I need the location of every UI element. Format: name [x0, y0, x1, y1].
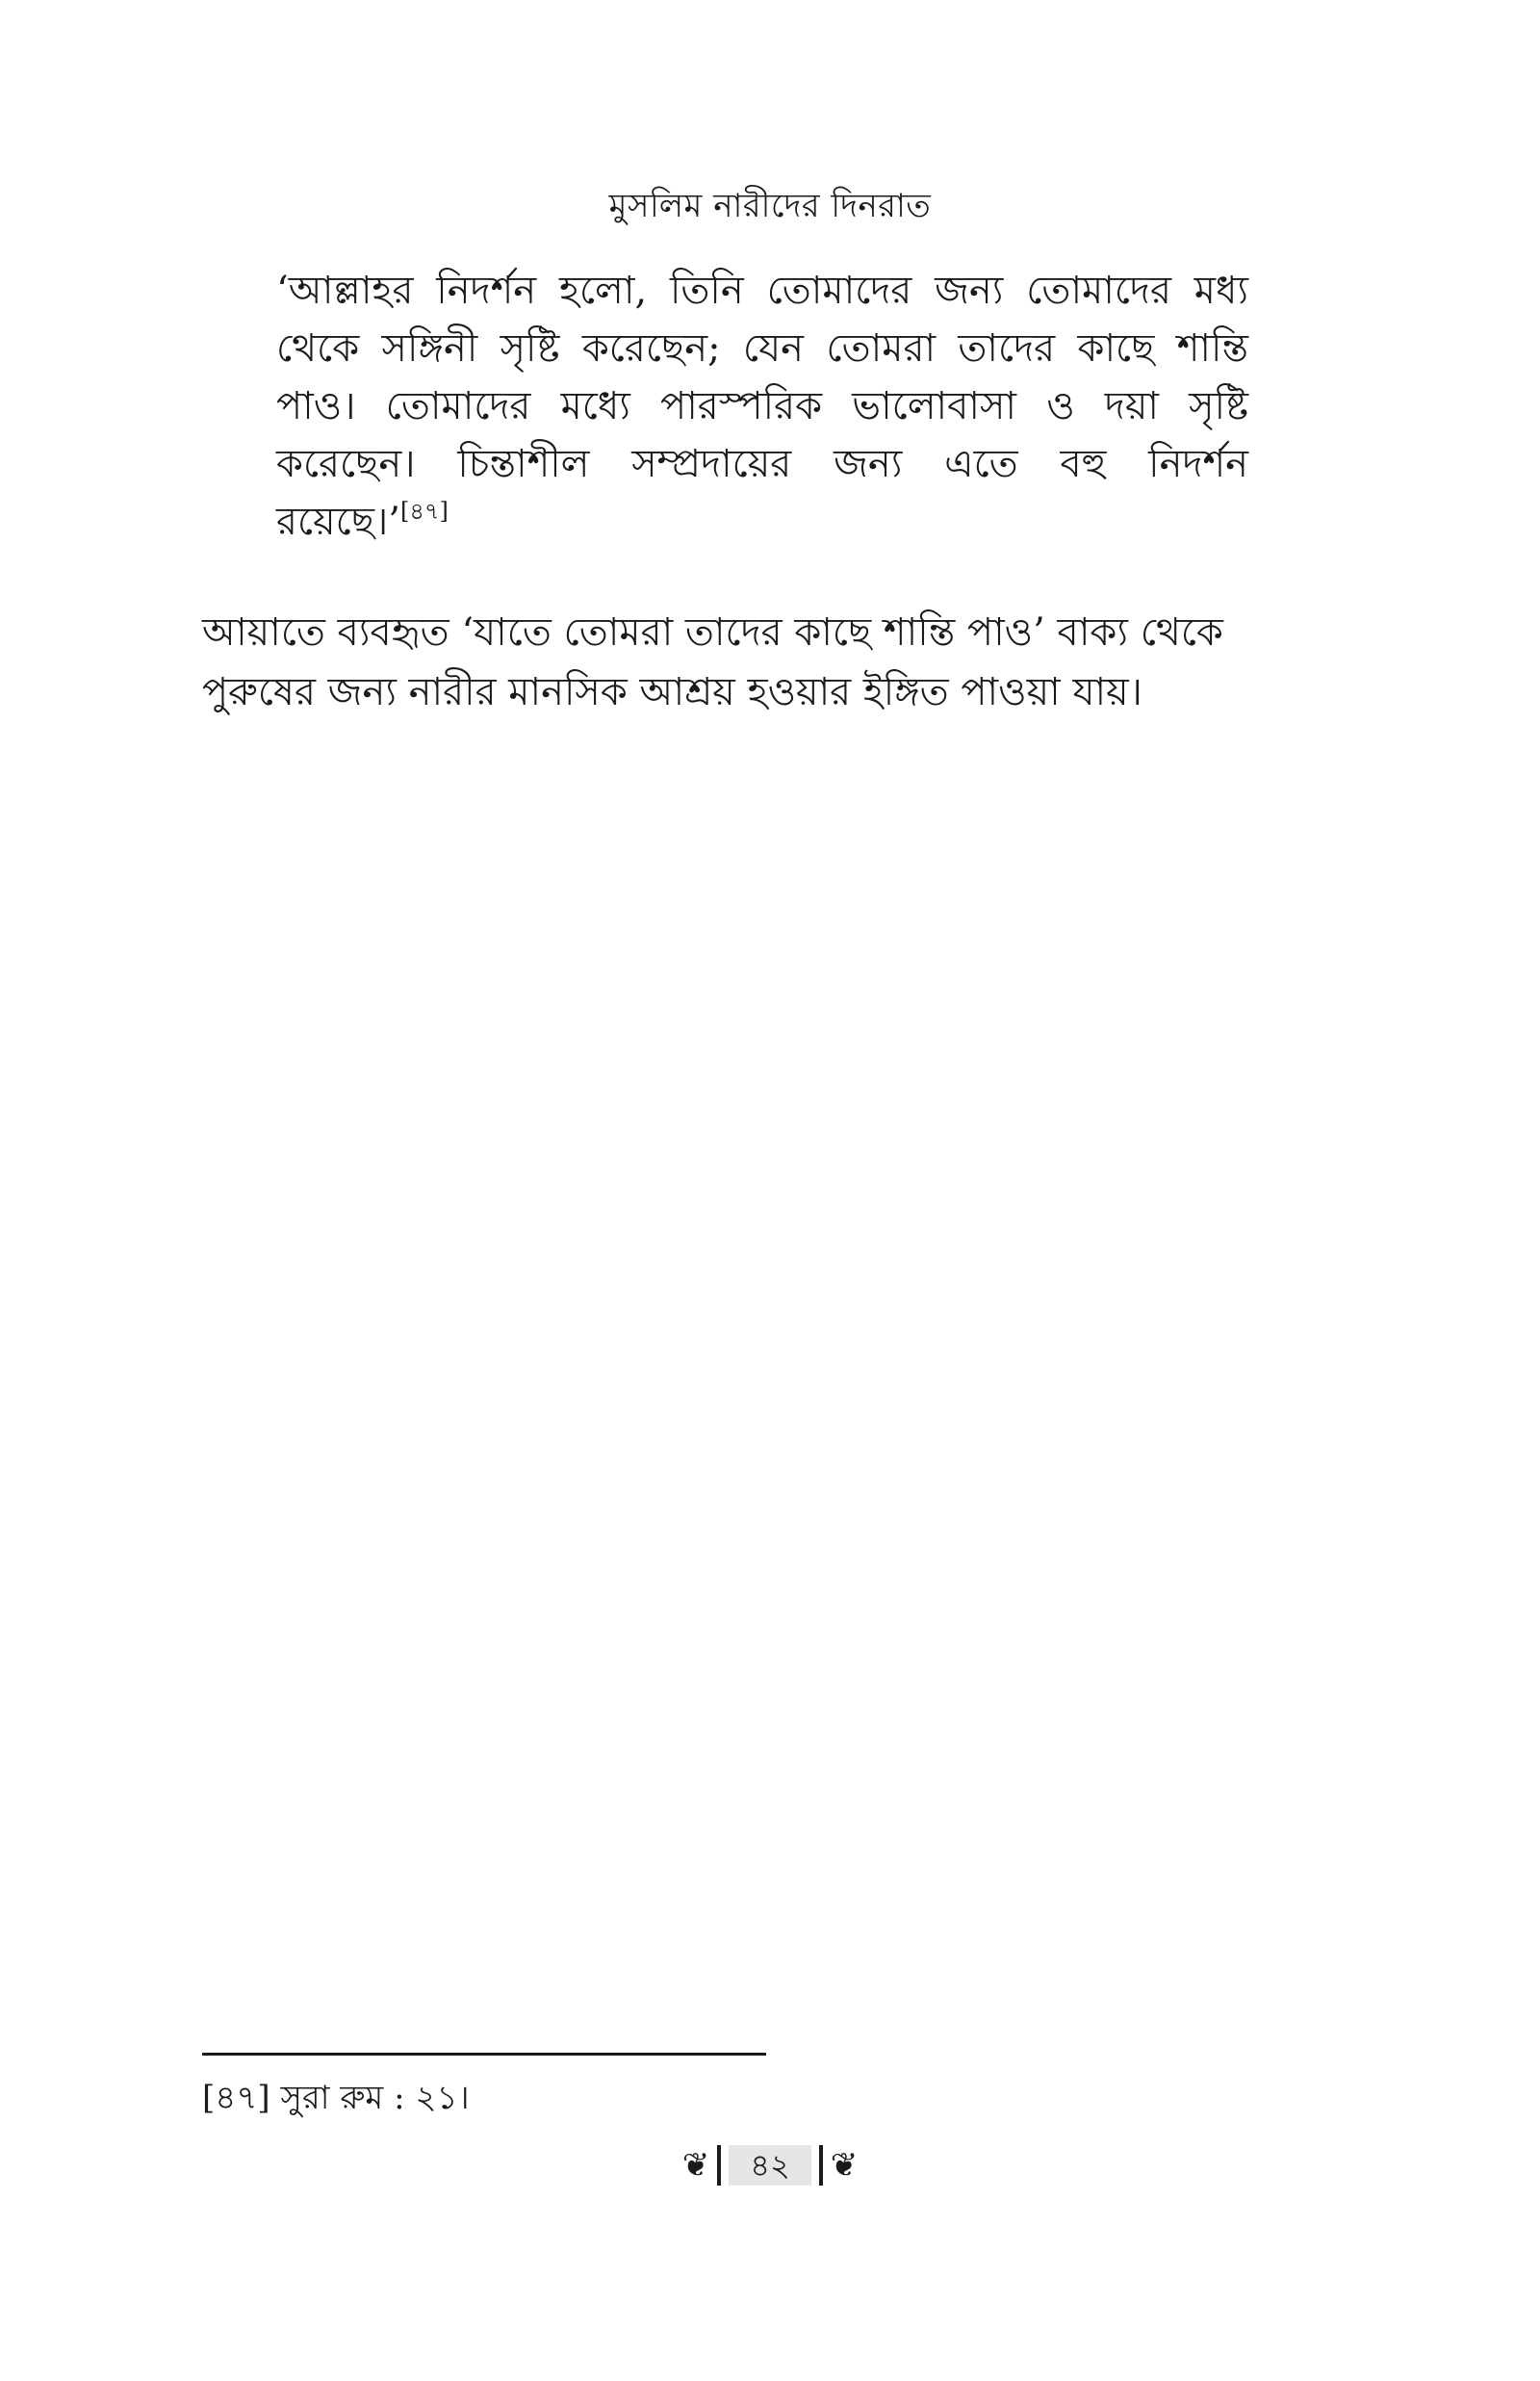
quranic-quote — [276, 262, 1248, 551]
folio-right-bar — [819, 2145, 823, 2186]
folio-left-bar — [717, 2145, 721, 2186]
footnote-divider — [202, 2053, 766, 2056]
page-number: ৪২ — [729, 2145, 811, 2186]
left-ornament-icon: ❦ — [681, 2146, 710, 2185]
running-header: মুসলিম নারীদের দিনরাত — [608, 187, 932, 225]
footnote-reference[interactable]: [৪৭] — [399, 498, 449, 525]
quote-text: ‘আল্লাহর নিদর্শন হলো, তিনি তোমাদের জন্য তোমাদের মধ্য থেকে সঙ্গিনী সৃষ্টি করেছেন; যেন তোমরা তাদের কাছে শান্তি পাও। তোমাদের মধ্যে পারস্পরিক ভালোবাসা ও দয়া সৃষ্টি করেছেন। চিন্তাশীল সম্প্রদায়ের জন্য এতে বহু নিদর্শন রয়েছে।’ — [276, 269, 1248, 544]
body-paragraph: আয়াতে ব্যবহৃত ‘যাতে তোমরা তাদের কাছে শান্তি পাও’ বাক্য থেকে পুরুষের জন্য নারীর মানসিক আশ্রয় হওয়ার ইঙ্গিত পাওয়া যায়। — [202, 610, 1223, 714]
right-ornament-icon: ❦ — [830, 2146, 859, 2185]
footnote-item: [৪৭] সুরা রুম : ২১। — [202, 2079, 470, 2117]
page-folio — [0, 2145, 1540, 2186]
